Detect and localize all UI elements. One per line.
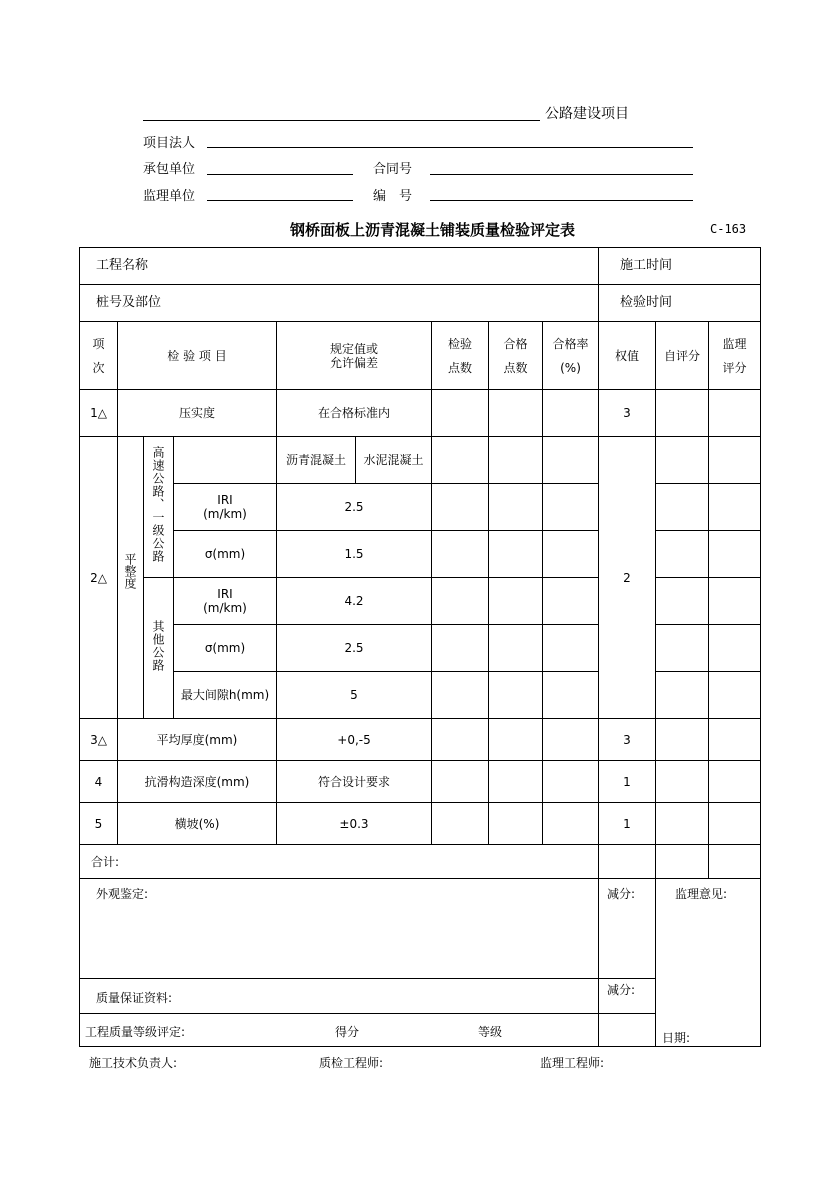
supervisor-underline — [207, 200, 353, 201]
row2-sigma-high-label: σ(mm) — [204, 547, 246, 561]
row2-no: 2△ — [90, 570, 107, 585]
row3-item: 平均厚度(mm) — [156, 732, 238, 747]
row4-weight: 1 — [623, 774, 631, 789]
col-header-pass-rate: 合格率 (%) — [552, 336, 589, 375]
col-header-self-score: 自评分 — [663, 348, 700, 363]
tech-lead-label: 施工技术负责人: — [89, 1056, 178, 1070]
row2-iri-high-label: IRI (m/km) — [203, 493, 247, 521]
row3-spec: +0,-5 — [337, 732, 371, 747]
supervisor-opinion-label: 监理意见: — [675, 887, 728, 901]
col-header-weight: 权值 — [614, 348, 639, 363]
col-header-supervisor-score: 监理 评分 — [722, 336, 747, 375]
row2-sigma-high-value: 1.5 — [344, 547, 364, 561]
col-header-item: 检 验 项 目 — [167, 348, 227, 363]
contract-no-underline — [430, 174, 693, 175]
row5-no: 5 — [94, 816, 103, 831]
deduct2-label: 减分: — [607, 983, 636, 997]
row2-sigma-other-label: σ(mm) — [204, 641, 246, 655]
row2-max-gap-label: 最大间隙h(mm) — [180, 688, 270, 702]
form-code: C-163 — [710, 222, 747, 236]
row3-no: 3△ — [90, 732, 107, 747]
row5-spec: ±0.3 — [339, 816, 369, 831]
grade-eval-label: 工程质量等级评定: — [85, 1025, 186, 1039]
date-label: 日期: — [662, 1031, 691, 1045]
score-label: 得分 — [335, 1025, 360, 1039]
form-title: 钢桥面板上沥青混凝土铺装质量检验评定表 — [290, 221, 576, 239]
col-header-qualified-points: 合格 点数 — [503, 336, 528, 375]
legal-person-underline — [207, 147, 693, 148]
col-header-spec: 规定值或 允许偏差 — [329, 341, 378, 370]
row2-max-gap-value: 5 — [350, 688, 358, 702]
row2-asphalt-header: 沥青混凝土 — [285, 453, 346, 467]
quality-docs-label: 质量保证资料: — [96, 991, 173, 1005]
row2-iri-other-label: IRI (m/km) — [203, 587, 247, 615]
row1-spec: 在合格标准内 — [317, 406, 390, 420]
row1-no: 1△ — [90, 406, 107, 420]
row4-item: 抗滑构造深度(mm) — [144, 774, 250, 789]
inspection-time-label: 检验时间 — [620, 295, 673, 310]
appearance-label: 外观鉴定: — [96, 887, 149, 901]
row1-weight: 3 — [623, 406, 631, 420]
row2-item: 平整度 — [123, 553, 137, 589]
col-header-no: 项 次 — [92, 336, 105, 375]
project-name-underline — [143, 120, 540, 121]
station-label: 桩号及部位 — [96, 295, 162, 310]
supervisor-label: 监理单位 — [143, 189, 196, 204]
col-header-points: 检验 点数 — [447, 336, 472, 375]
grade-label: 等级 — [478, 1025, 503, 1039]
row5-item: 横坡(%) — [174, 816, 220, 831]
row5-weight: 1 — [623, 816, 631, 831]
contract-no-label: 合同号 — [373, 162, 413, 177]
contractor-label: 承包单位 — [143, 162, 196, 177]
project-name-label: 工程名称 — [96, 258, 149, 273]
row2-other-group: 其他公路 — [151, 620, 165, 672]
deduct1-label: 减分: — [607, 887, 636, 901]
project-suffix: 公路建设项目 — [545, 106, 629, 122]
row2-sigma-other-value: 2.5 — [344, 641, 364, 655]
row4-spec: 符合设计要求 — [317, 774, 390, 789]
row2-weight: 2 — [623, 570, 631, 585]
supervisor-engineer-label: 监理工程师: — [540, 1056, 605, 1070]
row2-iri-high-value: 2.5 — [344, 500, 364, 514]
row2-iri-other-value: 4.2 — [344, 594, 364, 608]
number-underline — [430, 200, 693, 201]
row3-weight: 3 — [623, 732, 631, 747]
construction-time-label: 施工时间 — [620, 258, 673, 273]
total-label: 合计: — [91, 854, 120, 869]
row2-highway-group: 高速公路、一级公路 — [151, 446, 165, 563]
qc-engineer-label: 质检工程师: — [319, 1056, 384, 1070]
row4-no: 4 — [94, 774, 103, 789]
row1-item: 压实度 — [178, 406, 215, 420]
number-label: 编 号 — [373, 189, 413, 204]
row2-cement-header: 水泥混凝土 — [363, 453, 424, 467]
contractor-underline — [207, 174, 353, 175]
legal-person-label: 项目法人 — [143, 136, 196, 151]
